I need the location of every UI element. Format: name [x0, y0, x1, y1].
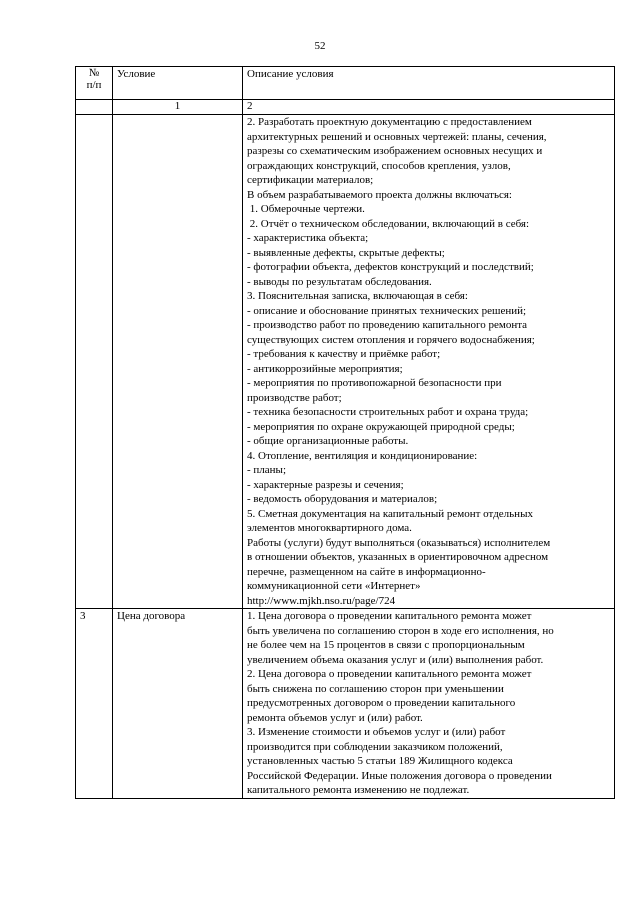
- description-line: предусмотренных договором о проведении капитального: [247, 697, 516, 709]
- description-line: - характеристика объекта;: [247, 232, 369, 244]
- header-number-cell: [76, 67, 113, 100]
- page-number: 52: [314, 40, 326, 52]
- row-a-condition: [113, 115, 243, 609]
- description-line: разрезы со схематическим изображением основных несущих и: [247, 145, 543, 157]
- description-line: 2. Отчёт о техническом обследовании, включающий в себя:: [247, 217, 530, 230]
- description-line: 4. Отопление, вентиляция и кондиционирование:: [247, 449, 478, 462]
- column-index-row: [76, 100, 615, 115]
- header-condition-cell: Условие: [113, 67, 243, 100]
- table-header-row: [76, 67, 615, 100]
- description-line: быть увеличена по соглашению сторон в ходе его исполнения, но: [247, 624, 554, 637]
- row-b-description: [243, 609, 615, 799]
- description-line: производится при соблюдении заказчиком положений,: [247, 740, 503, 753]
- description-line: - ведомость оборудования и материалов;: [247, 493, 438, 505]
- description-line: 1. Цена договора о проведении капитального ремонта может: [247, 610, 532, 622]
- description-line: 2. Разработать проектную документацию с предоставлением: [247, 116, 532, 128]
- description-line: 3. Изменение стоимости и объемов услуг и (или) работ: [247, 726, 506, 738]
- description-line: - фотографии объекта, дефектов конструкций и последствий;: [247, 261, 534, 273]
- description-line: архитектурных решений и основных чертежей: планы, сечения,: [247, 130, 547, 143]
- description-line: - производство работ по проведению капитального ремонта: [247, 319, 528, 331]
- description-line: http://www.mjkh.nso.ru/page/724: [247, 594, 396, 607]
- header-number-line1: №: [88, 67, 100, 79]
- description-line: установленных частью 5 статьи 189 Жилищного кодекса: [247, 755, 513, 767]
- index-cell-1: [76, 100, 113, 115]
- description-line: быть снижена по соглашению сторон при уменьшении: [247, 682, 504, 695]
- description-line: капитального ремонта изменению не подлежат.: [247, 784, 470, 796]
- description-line: - антикоррозийные мероприятия;: [247, 362, 403, 375]
- description-line: - техника безопасности строительных работ и охрана труда;: [247, 406, 529, 418]
- description-line: в отношении объектов, указанных в ориентировочном адресном: [247, 551, 549, 563]
- description-line: В объем разрабатываемого проекта должны включаться:: [247, 188, 512, 201]
- row-a-number: [76, 115, 113, 609]
- description-line: 2. Цена договора о проведении капитального ремонта может: [247, 668, 532, 680]
- row-b-number: 3: [76, 609, 113, 799]
- header-description-cell: Описание условия: [243, 67, 615, 100]
- description-line: - планы;: [247, 464, 287, 476]
- row-a-description: [243, 115, 615, 609]
- description-line: - требования к качеству и приёмке работ;: [247, 348, 441, 360]
- description-line: производстве работ;: [247, 391, 342, 404]
- description-line: - мероприятия по охране окружающей природной среды;: [247, 420, 515, 433]
- description-line: - выявленные дефекты, скрытые дефекты;: [247, 246, 445, 259]
- description-line: не более чем на 15 процентов в связи с пропорциональным: [247, 639, 525, 651]
- conditions-table: [75, 66, 615, 799]
- description-line: увеличением объема оказания услуг и (или) выполнения работ.: [247, 653, 544, 666]
- header-number-line2: п/п: [86, 79, 102, 91]
- description-line: существующих систем отопления и горячего водоснабжения;: [247, 333, 535, 346]
- description-line: - общие организационные работы.: [247, 435, 409, 447]
- description-line: Работы (услуги) будут выполняться (оказываться) исполнителем: [247, 536, 551, 549]
- description-line: 3. Пояснительная записка, включающая в себя:: [247, 290, 468, 302]
- table-row-contract-price: [76, 609, 615, 799]
- description-line: - мероприятия по противопожарной безопасности при: [247, 377, 502, 389]
- description-line: коммуникационной сети «Интернет»: [247, 580, 421, 592]
- index-cell-2: 1: [113, 100, 243, 115]
- description-line: 5. Сметная документация на капитальный ремонт отдельных: [247, 507, 533, 520]
- description-line: - выводы по результатам обследования.: [247, 275, 432, 288]
- description-line: Российской Федерации. Иные положения договора о проведении: [247, 769, 552, 782]
- description-line: перечне, размещенном на сайте в информационно-: [247, 565, 486, 578]
- description-line: 1. Обмерочные чертежи.: [247, 203, 365, 215]
- description-line: ограждающих конструкций, способов крепления, узлов,: [247, 159, 511, 172]
- description-line: ремонта объемов услуг и (или) работ.: [247, 711, 423, 724]
- description-line: сертификации материалов;: [247, 174, 374, 186]
- description-line: - характерные разрезы и сечения;: [247, 478, 404, 491]
- index-cell-3: 2: [243, 100, 615, 115]
- row-b-condition: Цена договора: [113, 609, 243, 799]
- description-line: элементов многоквартирного дома.: [247, 522, 412, 534]
- description-line: - описание и обоснование принятых технических решений;: [247, 304, 527, 317]
- table-row-project-docs: [76, 115, 615, 609]
